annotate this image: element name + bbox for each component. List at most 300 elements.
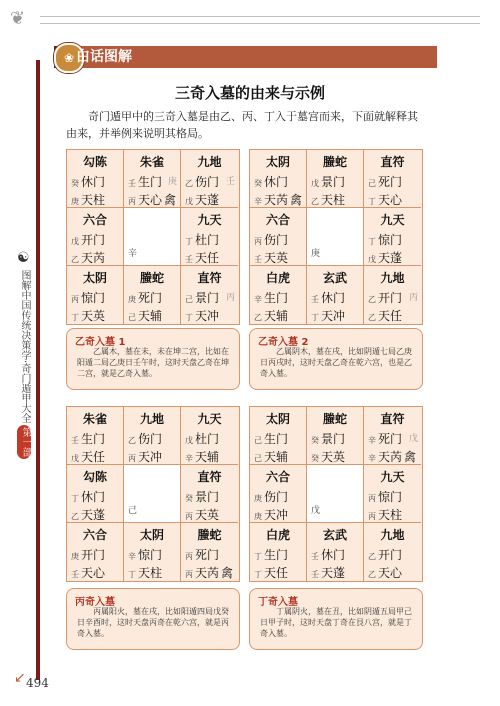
page-corner-hook-icon: ↙ — [14, 670, 26, 686]
star-row — [254, 191, 288, 208]
star-row — [71, 191, 105, 208]
door-row — [311, 289, 345, 306]
star-label: 天辅 — [264, 309, 289, 323]
star-row — [311, 307, 345, 324]
door-label: 开门 — [378, 548, 403, 562]
chart-palace-cell — [181, 465, 238, 523]
deity-label: 白虎 — [265, 528, 290, 542]
star-label: 天任 — [81, 450, 106, 464]
star-row — [71, 564, 105, 581]
door-label: 惊门 — [138, 548, 163, 562]
chart-palace-cell — [124, 150, 181, 208]
extra-door-stem: 丙 — [408, 293, 418, 303]
door-row — [128, 173, 162, 190]
door-stem: 己 — [368, 179, 376, 188]
star-stem: 乙 — [254, 313, 262, 322]
qimen-chart-1 — [66, 149, 240, 325]
explanation-title: 丙奇入墓 — [75, 597, 115, 608]
star-label: 天冲 — [138, 450, 163, 464]
star-stem: 戊 — [368, 255, 376, 264]
star-label: 天冲 — [195, 309, 220, 323]
door-label: 生门 — [264, 548, 289, 562]
star-stem: 丙 — [128, 454, 136, 463]
door-row — [254, 488, 288, 505]
star-label: 天芮 — [264, 193, 289, 207]
door-stem: 辛 — [128, 552, 136, 561]
deity-label: 螣蛇 — [322, 412, 347, 426]
star-label: 天心 — [378, 566, 403, 580]
explanation-box-4 — [249, 588, 423, 650]
star-row — [368, 191, 402, 208]
chart-palace-cell — [67, 465, 124, 523]
deity-label: 太阴 — [82, 271, 107, 285]
door-row — [311, 430, 345, 447]
star-label: 天芮 — [195, 566, 220, 580]
chart-palace-cell — [307, 523, 364, 581]
deity-label: 螣蛇 — [322, 155, 347, 169]
star-row — [254, 249, 288, 266]
deity-label: 九天 — [197, 213, 222, 227]
star-label: 天英 — [264, 251, 289, 265]
chart-palace-cell — [307, 407, 364, 465]
chart-center-cell — [124, 465, 181, 523]
star-row — [311, 448, 345, 465]
door-label: 死门 — [195, 548, 220, 562]
deity-label: 太阴 — [265, 155, 290, 169]
star-stem: 壬 — [254, 255, 262, 264]
door-label: 生门 — [264, 432, 289, 446]
explanation-text: 丙属阳火，墓在戌，比如阳遁四局戊癸日辛酉时，这时天盘丙奇在乾六宫，就是丙奇入墓。 — [77, 607, 229, 638]
star-stem: 乙 — [311, 197, 319, 206]
door-stem: 己 — [185, 295, 193, 304]
deity-label: 六合 — [82, 213, 107, 227]
star-label: 天芮 — [81, 251, 106, 265]
center-stem: 戊 — [311, 506, 321, 516]
door-label: 惊门 — [81, 291, 106, 305]
chart-palace-cell — [307, 266, 364, 324]
star-label: 天任 — [378, 309, 403, 323]
star-row — [254, 448, 288, 465]
explanation-text: 乙属阴木，墓在戌，比如阴遁七局乙庚日丙戌时，这时天盘乙奇在乾六宫，也是乙奇入墓。 — [260, 347, 412, 378]
door-stem: 戊 — [71, 237, 79, 246]
door-row — [128, 430, 162, 447]
door-row — [185, 488, 219, 505]
star-label: 天芮 — [378, 450, 403, 464]
door-row — [185, 231, 219, 248]
star-row — [185, 249, 219, 266]
deity-label: 螣蛇 — [139, 271, 164, 285]
star-row — [254, 307, 288, 324]
extra-door-stem: 丙 — [225, 293, 235, 303]
chart-palace-cell — [364, 523, 421, 581]
intro-paragraph: 奇门遁甲中的三奇入墓是由乙、丙、丁入于墓宫而来，下面就解释其由来，并举例来说明其格局。 — [66, 110, 418, 140]
chart-palace-cell — [307, 150, 364, 208]
door-label: 生门 — [138, 175, 163, 189]
door-label: 死门 — [138, 291, 163, 305]
deity-label: 六合 — [265, 213, 290, 227]
deity-label: 九天 — [380, 470, 405, 484]
top-rule — [40, 16, 480, 24]
door-stem: 丙 — [71, 295, 79, 304]
star-stem: 庚 — [254, 512, 262, 521]
extra-star-label: 禽 — [290, 193, 303, 207]
deity-label: 九天 — [380, 213, 405, 227]
door-label: 休门 — [81, 490, 106, 504]
star-row — [71, 249, 105, 266]
star-row — [128, 307, 162, 324]
door-stem: 癸 — [311, 436, 319, 445]
door-stem: 乙 — [128, 436, 136, 445]
chart-palace-cell — [67, 407, 124, 465]
door-row — [368, 173, 402, 190]
star-stem: 辛 — [368, 454, 376, 463]
door-label: 生门 — [264, 291, 289, 305]
side-badge: 第一部 — [17, 425, 31, 459]
star-stem: 壬 — [185, 255, 193, 264]
star-label: 天任 — [195, 251, 220, 265]
door-row — [185, 430, 219, 447]
side-bar — [36, 60, 40, 680]
chart-palace-cell — [124, 523, 181, 581]
chart-palace-cell — [250, 407, 307, 465]
door-row — [185, 173, 219, 190]
door-label: 开门 — [81, 548, 106, 562]
door-row — [128, 289, 162, 306]
star-row — [185, 448, 219, 465]
star-label: 天蓬 — [378, 251, 403, 265]
deity-label: 九地 — [197, 155, 222, 169]
star-label: 天柱 — [81, 193, 106, 207]
star-stem: 辛 — [185, 454, 193, 463]
star-row — [71, 307, 105, 324]
door-row — [185, 289, 219, 306]
page-title: 三奇入墓的由来与示例 — [174, 84, 325, 102]
door-stem: 乙 — [368, 552, 376, 561]
door-row — [311, 546, 345, 563]
chart-palace-cell — [181, 208, 238, 266]
door-stem: 庚 — [254, 494, 262, 503]
deity-label: 六合 — [82, 528, 107, 542]
extra-door-stem: 庚 — [167, 177, 177, 187]
door-stem: 癸 — [185, 494, 193, 503]
door-label: 休门 — [81, 175, 106, 189]
star-label: 天心 — [81, 566, 106, 580]
deity-label: 直符 — [197, 470, 222, 484]
door-stem: 己 — [254, 436, 262, 445]
star-label: 天英 — [81, 309, 106, 323]
deity-label: 勾陈 — [82, 470, 107, 484]
star-stem: 丙 — [128, 197, 136, 206]
door-label: 伤门 — [138, 432, 163, 446]
door-label: 死门 — [378, 175, 403, 189]
star-stem: 己 — [254, 454, 262, 463]
star-stem: 丁 — [185, 313, 193, 322]
chart-palace-cell — [364, 407, 421, 465]
door-stem: 庚 — [128, 295, 136, 304]
chart-palace-cell — [67, 523, 124, 581]
star-stem: 丁 — [128, 570, 136, 579]
door-label: 伤门 — [264, 490, 289, 504]
swirl-ornament-icon: ❦ — [10, 8, 26, 29]
star-stem: 丙 — [185, 570, 193, 579]
door-label: 景门 — [195, 291, 220, 305]
chart-palace-cell — [181, 266, 238, 324]
door-label: 景门 — [321, 175, 346, 189]
chart-palace-cell — [181, 150, 238, 208]
door-stem: 丁 — [254, 552, 262, 561]
door-row — [254, 231, 288, 248]
door-row — [311, 173, 345, 190]
star-label: 天辅 — [195, 450, 220, 464]
star-label: 天蓬 — [195, 193, 220, 207]
door-label: 生门 — [81, 432, 106, 446]
star-stem: 壬 — [71, 570, 79, 579]
page-number: 494 — [26, 676, 49, 690]
section-header-label: 白话图解 — [76, 49, 132, 65]
deity-label: 九地 — [380, 271, 405, 285]
door-stem: 辛 — [368, 436, 376, 445]
explanation-box-1 — [66, 328, 240, 390]
door-stem: 乙 — [368, 295, 376, 304]
explanation-text: 丁属阴火，墓在丑，比如阴遁五局甲己日甲子时，这时天盘丁奇在艮八宫，就是丁奇入墓。 — [260, 607, 412, 638]
chart-palace-cell — [364, 208, 421, 266]
door-stem: 壬 — [311, 295, 319, 304]
star-label: 天心 — [138, 193, 163, 207]
deity-label: 朱雀 — [139, 155, 164, 169]
door-row — [254, 173, 288, 190]
star-stem: 丙 — [185, 512, 193, 521]
side-title-text: 图解中国传统决策学·奇门遁甲大全 — [19, 270, 30, 424]
door-label: 杜门 — [195, 233, 220, 247]
explanation-text: 乙属木，墓在未，未在坤二宫，比如在阳遁二局乙庚日壬午时，这时天盘乙奇在坤二宫，就是乙奇入墓。 — [77, 347, 229, 378]
door-stem: 乙 — [185, 179, 193, 188]
star-label: 天冲 — [321, 309, 346, 323]
chart-palace-cell — [250, 266, 307, 324]
chart-palace-cell — [364, 465, 421, 523]
door-stem: 丙 — [185, 552, 193, 561]
door-row — [368, 289, 402, 306]
door-row — [71, 231, 105, 248]
qimen-chart-4 — [249, 406, 423, 582]
star-row — [185, 506, 219, 523]
deity-label: 勾陈 — [82, 155, 107, 169]
door-row — [185, 546, 219, 563]
door-row — [71, 546, 105, 563]
deity-label: 太阴 — [265, 412, 290, 426]
star-stem: 丙 — [368, 512, 376, 521]
chart-palace-cell — [67, 266, 124, 324]
explanation-box-2 — [249, 328, 423, 390]
deity-label: 朱雀 — [82, 412, 107, 426]
door-label: 死门 — [378, 432, 403, 446]
center-stem: 庚 — [311, 249, 321, 259]
deity-label: 九地 — [380, 528, 405, 542]
chart-palace-cell — [250, 150, 307, 208]
qimen-chart-2 — [249, 149, 423, 325]
deity-label: 螣蛇 — [197, 528, 222, 542]
extra-door-stem: 壬 — [225, 177, 235, 187]
door-label: 景门 — [321, 432, 346, 446]
door-label: 伤门 — [195, 175, 220, 189]
star-row — [185, 564, 219, 581]
star-row — [368, 307, 402, 324]
star-row — [128, 564, 162, 581]
star-row — [368, 249, 402, 266]
door-row — [254, 289, 288, 306]
door-label: 休门 — [321, 291, 346, 305]
side-title — [16, 270, 32, 463]
star-label: 天英 — [321, 450, 346, 464]
star-stem: 癸 — [311, 454, 319, 463]
door-label: 休门 — [321, 548, 346, 562]
chart-center-cell — [307, 208, 364, 266]
star-row — [254, 564, 288, 581]
door-label: 伤门 — [264, 233, 289, 247]
door-stem: 丁 — [368, 237, 376, 246]
door-stem: 癸 — [254, 179, 262, 188]
door-row — [368, 488, 402, 505]
star-row — [368, 564, 402, 581]
deity-label: 白虎 — [265, 271, 290, 285]
deity-label: 太阴 — [139, 528, 164, 542]
star-stem: 戊 — [185, 197, 193, 206]
center-stem: 己 — [128, 506, 138, 516]
star-row — [311, 564, 345, 581]
star-label: 天蓬 — [81, 508, 106, 522]
door-row — [128, 546, 162, 563]
door-stem: 丙 — [254, 237, 262, 246]
door-row — [71, 488, 105, 505]
star-row — [71, 448, 105, 465]
star-stem: 己 — [128, 313, 136, 322]
star-stem: 戊 — [71, 454, 79, 463]
star-row — [368, 448, 402, 465]
star-stem: 丁 — [368, 197, 376, 206]
star-stem: 乙 — [368, 313, 376, 322]
door-stem: 辛 — [254, 295, 262, 304]
extra-star-label: 禽 — [164, 193, 177, 207]
chart-center-cell — [124, 208, 181, 266]
star-label: 天辅 — [138, 309, 163, 323]
star-stem: 壬 — [311, 570, 319, 579]
extra-star-label: 禽 — [221, 566, 234, 580]
deity-label: 直符 — [197, 271, 222, 285]
star-stem: 乙 — [71, 255, 79, 264]
door-row — [368, 231, 402, 248]
door-row — [254, 430, 288, 447]
star-label: 天柱 — [378, 508, 403, 522]
door-stem: 戊 — [311, 179, 319, 188]
chart-palace-cell — [364, 266, 421, 324]
door-row — [368, 430, 402, 447]
chart-palace-cell — [181, 523, 238, 581]
star-row — [185, 307, 219, 324]
star-stem: 乙 — [71, 512, 79, 521]
door-row — [71, 289, 105, 306]
deity-label: 九天 — [197, 412, 222, 426]
star-stem: 丁 — [71, 313, 79, 322]
door-stem: 戊 — [185, 436, 193, 445]
door-row — [71, 430, 105, 447]
door-row — [71, 173, 105, 190]
deity-label: 九地 — [139, 412, 164, 426]
extra-star-label: 禽 — [404, 450, 417, 464]
door-stem: 丁 — [71, 494, 79, 503]
deity-label: 六合 — [265, 470, 290, 484]
deity-label: 玄武 — [322, 271, 347, 285]
extra-door-stem: 戊 — [408, 434, 418, 444]
door-stem: 癸 — [71, 179, 79, 188]
explanation-title: 乙奇入墓 1 — [75, 337, 126, 348]
door-stem: 丁 — [185, 237, 193, 246]
chart-palace-cell — [181, 407, 238, 465]
door-stem: 壬 — [128, 179, 136, 188]
center-stem: 辛 — [128, 249, 138, 259]
qimen-chart-3 — [66, 406, 240, 582]
seal-icon: ❀ — [54, 43, 84, 73]
door-row — [254, 546, 288, 563]
star-row — [71, 506, 105, 523]
door-label: 休门 — [264, 175, 289, 189]
deity-label: 直符 — [380, 155, 405, 169]
star-label: 天柱 — [321, 193, 346, 207]
star-label: 天柱 — [138, 566, 163, 580]
door-label: 杜门 — [195, 432, 220, 446]
star-label: 天冲 — [264, 508, 289, 522]
star-row — [185, 191, 219, 208]
door-label: 开门 — [81, 233, 106, 247]
door-stem: 丙 — [368, 494, 376, 503]
star-row — [254, 506, 288, 523]
deity-label: 直符 — [380, 412, 405, 426]
star-row — [311, 191, 345, 208]
chart-center-cell — [307, 465, 364, 523]
door-label: 惊门 — [378, 490, 403, 504]
chart-palace-cell — [67, 150, 124, 208]
yin-yang-icon: ☯ — [17, 250, 30, 266]
star-row — [128, 191, 162, 208]
door-stem: 壬 — [311, 552, 319, 561]
star-label: 天心 — [378, 193, 403, 207]
chart-palace-cell — [67, 208, 124, 266]
explanation-title: 丁奇入墓 — [258, 597, 298, 608]
explanation-box-3 — [66, 588, 240, 650]
star-stem: 辛 — [254, 197, 262, 206]
star-row — [128, 448, 162, 465]
chart-palace-cell — [250, 465, 307, 523]
star-stem: 丁 — [311, 313, 319, 322]
door-stem: 壬 — [71, 436, 79, 445]
chart-palace-cell — [124, 407, 181, 465]
star-stem: 丁 — [254, 570, 262, 579]
door-row — [368, 546, 402, 563]
deity-label: 玄武 — [322, 528, 347, 542]
star-row — [368, 506, 402, 523]
chart-palace-cell — [250, 208, 307, 266]
chart-palace-cell — [364, 150, 421, 208]
star-label: 天辅 — [264, 450, 289, 464]
chart-palace-cell — [250, 523, 307, 581]
star-stem: 乙 — [368, 570, 376, 579]
star-label: 天任 — [264, 566, 289, 580]
star-label: 天蓬 — [321, 566, 346, 580]
door-label: 开门 — [378, 291, 403, 305]
star-stem: 庚 — [71, 197, 79, 206]
door-label: 惊门 — [378, 233, 403, 247]
door-label: 景门 — [195, 490, 220, 504]
chart-palace-cell — [124, 266, 181, 324]
star-label: 天英 — [195, 508, 220, 522]
